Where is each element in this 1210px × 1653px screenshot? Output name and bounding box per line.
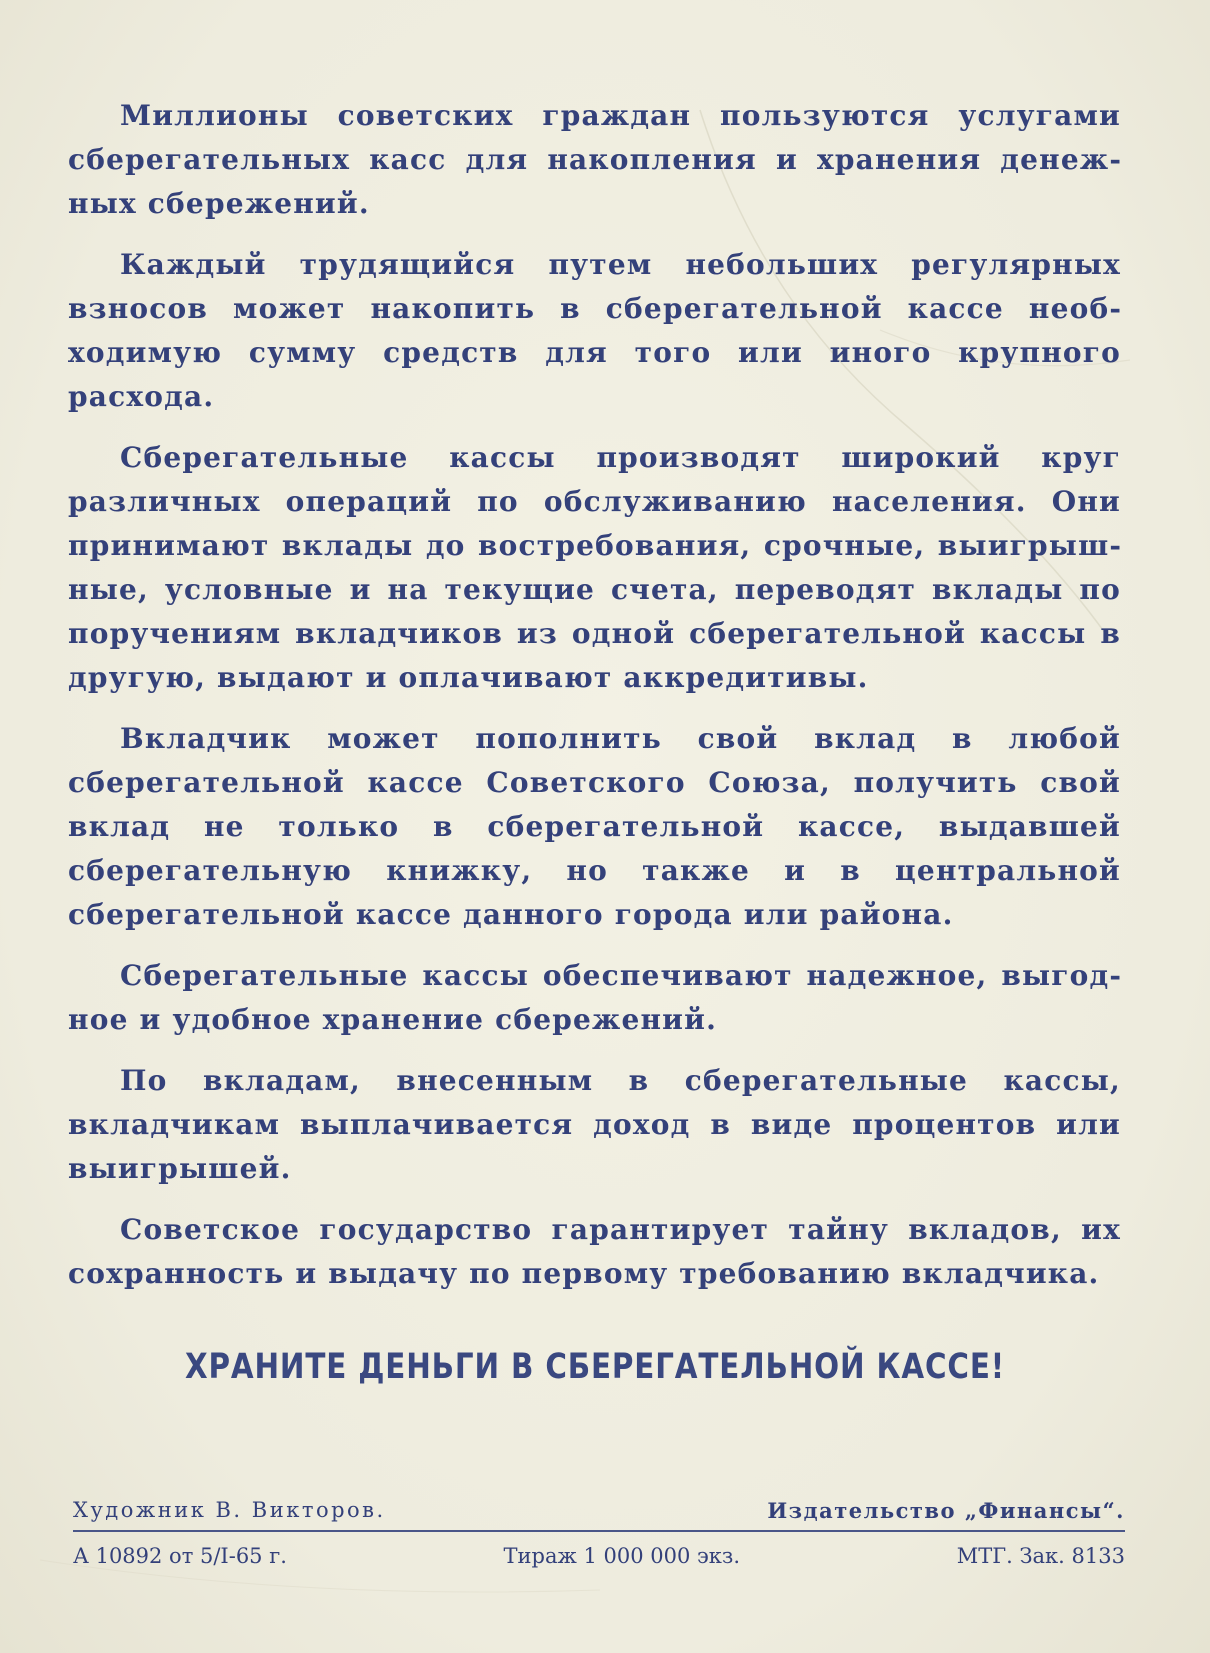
body-text	[68, 94, 1121, 1313]
order-code: А 10892 от 5/I-65 г.	[73, 1544, 287, 1568]
printer-order: МТГ. Зак. 8133	[956, 1544, 1125, 1568]
publisher-credit: Издательство „Финансы“.	[767, 1498, 1125, 1523]
artist-credit: Художник В. Викторов.	[73, 1498, 386, 1522]
paragraph: Сберегательные кассы производят широкий круг различных операций по обслуживанию населения. Они принимают вклады до востребования, срочные, выигрышные, условные и на текущие счета, переводят вклады по поручениям вкладчиков из одной сберегательной кассы в другую, выдают и оплачивают аккредитивы.	[68, 441, 1121, 694]
imprint-row-credits	[73, 1498, 1125, 1523]
paragraph: Миллионы советских граждан пользуются услугами сберегательных касс для накопления и хранения денежных сбережений.	[68, 99, 1121, 220]
print-run: Тираж 1 000 000 экз.	[503, 1544, 741, 1568]
paragraph: По вкладам, внесенным в сберегательные кассы, вкладчикам выплачивается доход в виде процентов или выигрышей.	[68, 1064, 1121, 1185]
paragraph: Сберегательные кассы обеспечивают надежное, выгодное и удобное хранение сбережений.	[68, 959, 1121, 1036]
imprint-row-print-info	[73, 1544, 1125, 1568]
paragraph: Вкладчик может пополнить свой вклад в любой сберегательной кассе Советского Союза, получить свой вклад не только в сберегательной кассе, выдавшей сберегательную книжку, но также и в центральной сберегательной кассе данного города или района.	[68, 722, 1121, 931]
imprint-divider	[73, 1530, 1125, 1532]
paragraph: Советское государство гарантирует тайну вкладов, их сохранность и выдачу по первому требованию вкладчика.	[68, 1213, 1121, 1290]
slogan-heading: ХРАНИТЕ ДЕНЬГИ В СБЕРЕГАТЕЛЬНОЙ КАССЕ!	[185, 1347, 1005, 1387]
paragraph: Каждый трудящийся путем небольших регулярных взносов может накопить в сберегательной кассе необходимую сумму средств для того или иного крупного расхода.	[68, 248, 1121, 413]
